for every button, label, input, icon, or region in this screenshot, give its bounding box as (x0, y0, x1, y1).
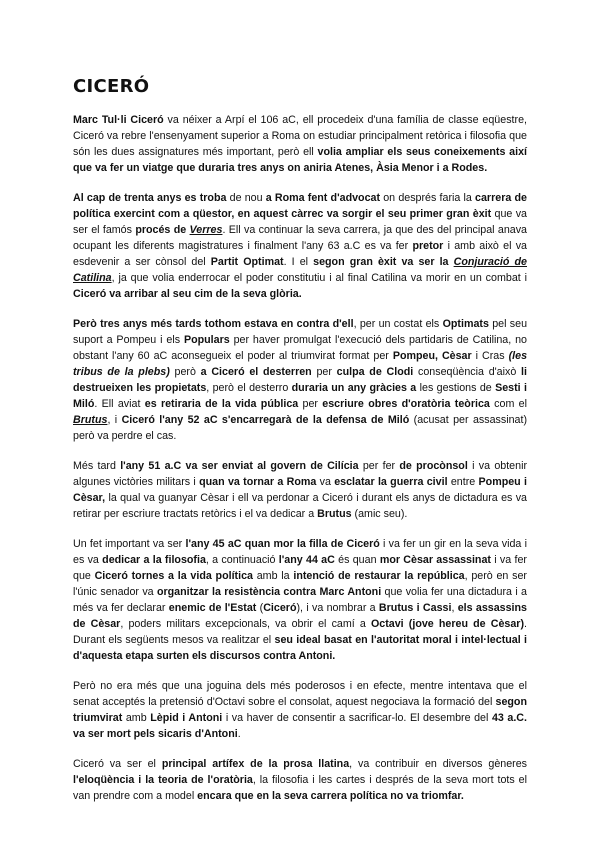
document-body (73, 112, 527, 818)
text-run: encara que en la seva carrera política no va triomfar. (197, 790, 464, 802)
text-run: Optimats (442, 318, 489, 330)
text-run: Un fet important va ser (73, 538, 186, 550)
text-run: Marc Tul·li Ciceró (73, 114, 164, 126)
text-run: volia ampliar els seus coneixements així que va fer un viatge que duraria tres anys on aniria Atenes, Àsia Menor i a Rodes. (73, 146, 527, 174)
text-run: Brutus i Cassi (378, 602, 452, 614)
text-run: on després faria la (380, 192, 476, 204)
text-run: , va contribuir en diversos gèneres (349, 758, 527, 770)
text-run: , però en ser l'únic senador va (73, 570, 527, 598)
text-run: per (311, 366, 337, 378)
text-run: com el (489, 398, 527, 410)
text-run: la qual va guanyar Cèsar i ell va perdonar a Ciceró i durant els anys de dictadura es va retirar per escriure tractats retòrics i el va dedicar a (73, 492, 527, 520)
text-run: l'any 45 aC quan mor la filla de Ciceró (185, 538, 380, 550)
text-run: Però no era més que una joguina dels més poderosos i en efecte, mentre intentava que el senat acceptés la pretensió d'Octavi sobre el consolat, aquest negociava la formació del (73, 680, 527, 708)
text-run: de procònsol (399, 460, 468, 472)
text-run: amb la (252, 570, 294, 582)
text-run: va (316, 476, 335, 488)
text-run: pretor (412, 240, 444, 252)
text-run: Ciceró l'any 52 aC s'encarregarà de la defensa de Miló (121, 414, 410, 426)
text-run: , però el desterro (206, 382, 292, 394)
text-run: i va obtenir algunes victòries militars i (73, 460, 528, 488)
text-run: , a continuació (205, 554, 279, 566)
text-run: , ja que volia enderrocar el poder constitutiu i al final Catilina va morir en un combat i (111, 272, 527, 284)
text-run: Partit Optimat (210, 256, 284, 268)
paragraph-7 (73, 756, 527, 804)
text-run: Verres (189, 224, 223, 236)
text-run: (amic seu). (351, 508, 408, 520)
text-run: organitzar la resistència contra Marc Antoni (156, 586, 382, 598)
text-run: i va fer un gir en la seva vida i es va (73, 538, 527, 566)
text-run: Brutus (73, 414, 108, 426)
text-run: i va haver de consentir a sacrificar-lo. El desembre del (222, 712, 492, 724)
text-run: Conjuració de Catilina (73, 256, 527, 284)
text-run: esclatar la guerra civil (334, 476, 448, 488)
paragraph-2 (73, 190, 527, 302)
text-run: Pompeu, Cèsar (392, 350, 472, 362)
text-run: , (451, 602, 458, 614)
text-run: . Durant els següents mesos va realitzar el (73, 618, 527, 646)
paragraph-3 (73, 316, 527, 444)
text-run: (les tribus de la plebs) (73, 350, 528, 378)
text-run: . I el (283, 256, 314, 268)
text-run: seu ideal basat en l'autoritat moral i intel·lectual i d'aquesta etapa surten els discursos contra Antoni. (73, 634, 527, 662)
text-run: . Ell aviat (94, 398, 145, 410)
text-run: intenció de restaurar la república (293, 570, 465, 582)
text-run: que va ser el famós (73, 208, 527, 236)
text-run: els assassins de Cèsar (73, 602, 527, 630)
text-run: Brutus (317, 508, 352, 520)
text-run: . Ell va continuar la seva carrera, ja que des del principal anava ocupant les diferents magistratures i finalment l'any 63 a.C es va fer (73, 224, 527, 252)
text-run: escriure obres d'oratòria teòrica (322, 398, 490, 410)
text-run: segon triumvirat (73, 696, 527, 724)
text-run: ( (256, 602, 264, 614)
text-run: li destrueixen les propietats (73, 366, 527, 394)
text-run: enemic de l'Estat (168, 602, 257, 614)
text-run: l'eloqüència i la teoria de l'oratòria (73, 774, 253, 786)
text-run: . (237, 728, 241, 740)
text-run: es retiraria de la vida pública (144, 398, 299, 410)
text-run: Ciceró tornes a la vida política (94, 570, 253, 582)
text-run: l'any 51 a.C va ser enviat al govern de Cilícia (120, 460, 359, 472)
text-run: les gestions de (416, 382, 496, 394)
text-run: (acusat per assassinat) però va perdre el cas. (73, 414, 527, 442)
text-run: Ciceró (263, 602, 297, 614)
text-run: quan va tornar a Roma (199, 476, 317, 488)
text-run: Octavi (jove hereu de Cèsar) (370, 618, 525, 630)
text-run: va néixer a Arpí el 106 aC, ell procedeix d'una família de classe eqüestre, Ciceró va rebre l'ensenyament superior a Roma on estudiar principalment retòrica i filosofia que són les dues assignatures més important, però ell (73, 114, 527, 158)
text-run: i amb això el va esdevenir a ser cònsol del (73, 240, 527, 268)
text-run: culpa de Clodi (336, 366, 414, 378)
text-run: que volia fer una dictadura i a més va fer declarar (73, 586, 527, 614)
text-run: Però tres anys més tards tothom estava en contra d'ell (73, 318, 354, 330)
paragraph-1 (73, 112, 527, 176)
text-run: carrera de política exercint com a qüestor, en aquest càrrec va sorgir el seu primer gran èxit (73, 192, 527, 220)
text-run: és quan (334, 554, 380, 566)
text-run: , poders militars excepcionals, va obrir el camí a (120, 618, 371, 630)
text-run: l'any 44 aC (278, 554, 335, 566)
text-run: a Ciceró el desterren (200, 366, 312, 378)
text-run: de nou (226, 192, 266, 204)
paragraph-4 (73, 458, 527, 522)
text-run: 43 a.C. va ser mort pels sicaris d'Antoni (73, 712, 527, 740)
text-run: Sesti i Miló (73, 382, 527, 410)
text-run: i Cras (471, 350, 509, 362)
text-run: duraria un any gràcies a (291, 382, 417, 394)
paragraph-6 (73, 678, 527, 742)
text-run: entre (447, 476, 479, 488)
text-run: segon gran èxit va ser la (313, 256, 454, 268)
text-run: , i (107, 414, 122, 426)
text-run: amb (122, 712, 151, 724)
text-run: Ciceró va ser el (73, 758, 162, 770)
text-run: procés de (135, 224, 190, 236)
text-run: Al cap de trenta anys es troba (73, 192, 227, 204)
text-run: mor Cèsar assassinat (379, 554, 491, 566)
text-run: principal artífex de la prosa llatina (161, 758, 350, 770)
text-run: però (169, 366, 201, 378)
text-run: Més tard (73, 460, 121, 472)
text-run: Lèpid i Antoni (150, 712, 223, 724)
text-run: ), i va nombrar a (296, 602, 379, 614)
text-run: dedicar a la filosofia (102, 554, 206, 566)
text-run: per haver promulgat l'execució dels partidaris de Catilina, no obstant l'any 60 aC aconsegueix el poder al triumvirat format per (73, 334, 527, 362)
text-run: pel seu suport a Pompeu i els (73, 318, 528, 346)
text-run: per fer (358, 460, 400, 472)
text-run: Pompeu i Cèsar, (73, 476, 527, 504)
text-run: per (298, 398, 323, 410)
text-run: Ciceró va arribar al seu cim de la seva glòria. (73, 288, 302, 300)
text-run: , per un costat els (353, 318, 443, 330)
paragraph-5 (73, 536, 527, 664)
text-run: , la filosofia i les cartes i després de la seva mort tots el van prendre com a model (73, 774, 527, 802)
text-run: a Roma fent d'advocat (265, 192, 381, 204)
document-title: CICERÓ (73, 76, 150, 97)
text-run: i va fer que (73, 554, 527, 582)
text-run: Populars (183, 334, 230, 346)
text-run: conseqüència d'això (413, 366, 522, 378)
